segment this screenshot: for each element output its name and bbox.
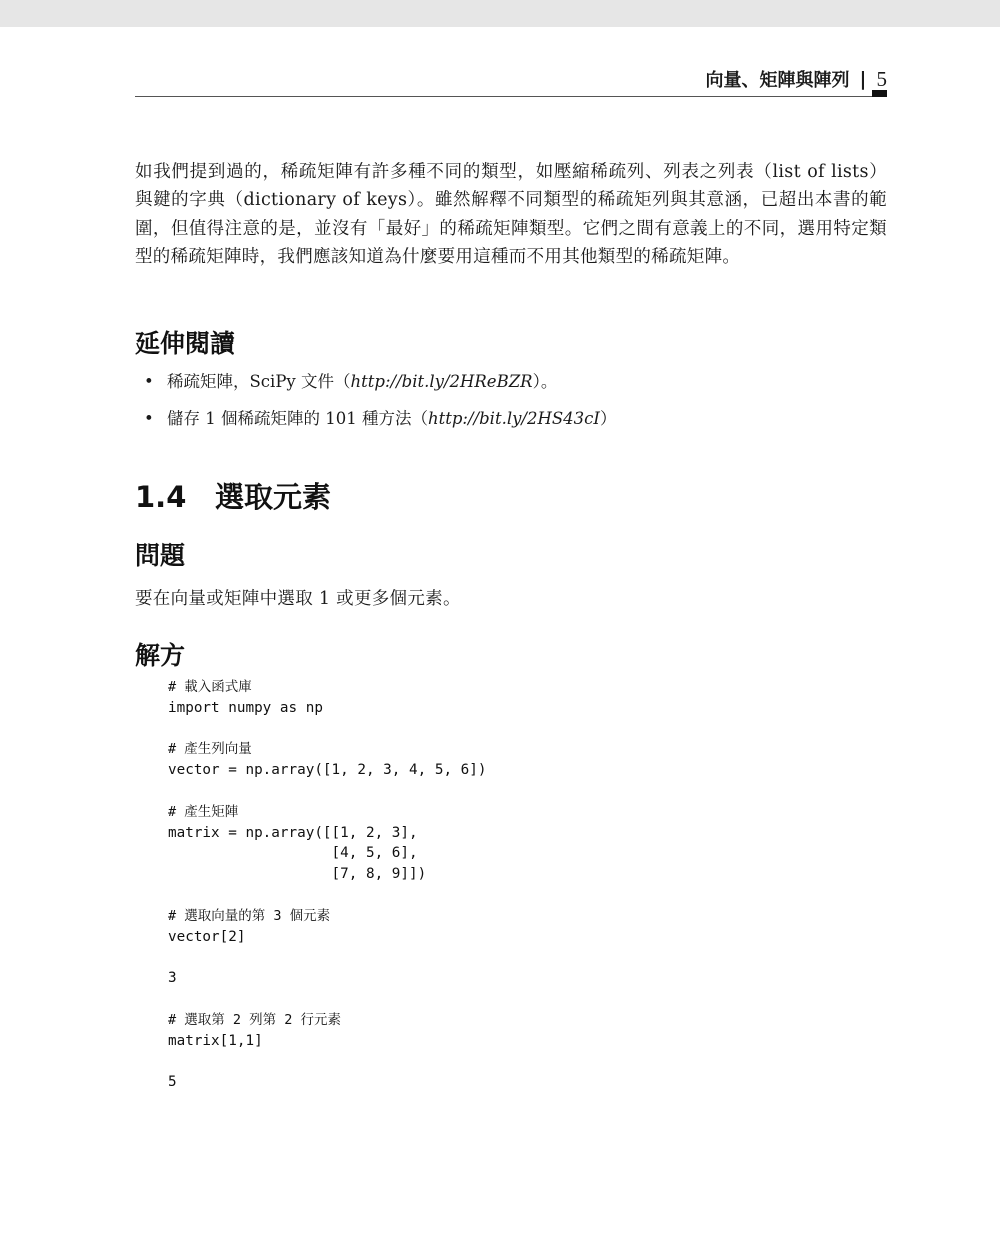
bullet-icon: • <box>144 409 154 428</box>
solution-heading: 解方 <box>135 641 186 670</box>
code-blank-line <box>168 1051 486 1072</box>
section-title: 選取元素 <box>215 480 332 514</box>
code-blank-line <box>168 885 486 906</box>
reference-text: 稀疏矩陣，SciPy 文件（ <box>167 372 351 391</box>
code-line: 3 <box>168 970 177 987</box>
list-item <box>135 370 616 407</box>
top-margin-strip <box>0 0 1000 27</box>
reference-text: 儲存 1 個稀疏矩陣的 101 種方法（ <box>167 409 428 428</box>
further-reading-heading: 延伸閱讀 <box>135 329 236 358</box>
code-blank-line <box>168 989 486 1010</box>
code-line: matrix = np.array([[1, 2, 3], <box>168 824 418 841</box>
code-line: [4, 5, 6], <box>168 845 418 862</box>
header-rule <box>135 96 887 97</box>
list-item <box>135 407 616 444</box>
reference-link[interactable]: http://bit.ly/2HS43cI <box>427 409 600 428</box>
problem-heading: 問題 <box>135 541 186 570</box>
code-blank-line <box>168 719 486 740</box>
reference-suffix: ）。 <box>532 372 558 391</box>
code-listing <box>168 677 486 1093</box>
bullet-icon: • <box>144 372 154 391</box>
code-line: [7, 8, 9]]) <box>168 866 427 883</box>
running-header <box>706 64 887 94</box>
chapter-title: 向量、矩陣與陣列 <box>705 70 850 91</box>
section-heading <box>135 475 331 516</box>
code-comment: # 選取第 2 列第 2 行元素 <box>168 1011 342 1028</box>
intro-paragraph: 如我們提到過的，稀疏矩陣有許多種不同的類型，如壓縮稀疏列、列表之列表（list of lists）與鍵的字典（dictionary of keys）。雖然解釋不同類型的稀疏矩列與其意涵，已超出本書的範圍，但值得注意的是，並沒有「最好」的稀疏矩陣類型。它們之間有意義上的不同，選用特定類型的稀疏矩陣時，我們應該知道為什麼要用這種而不用其他類型的稀疏矩陣。 <box>135 162 887 267</box>
reference-link[interactable]: http://bit.ly/2HReBZR <box>350 372 533 391</box>
code-line: vector = np.array([1, 2, 3, 4, 5, 6]) <box>168 762 487 779</box>
code-line: matrix[1,1] <box>168 1032 263 1049</box>
further-reading-list <box>135 370 616 444</box>
code-comment: # 產生矩陣 <box>168 803 239 820</box>
code-comment: # 選取向量的第 3 個元素 <box>168 907 331 924</box>
code-line: import numpy as np <box>168 699 323 716</box>
code-line: vector[2] <box>168 928 246 945</box>
code-blank-line <box>168 947 486 968</box>
code-comment: # 載入函式庫 <box>168 679 252 695</box>
section-number: 1.4 <box>135 480 187 514</box>
code-blank-line <box>168 781 486 802</box>
page-number: 5 <box>876 66 887 91</box>
thumb-tab-marker <box>872 90 887 97</box>
reference-suffix: ） <box>599 409 617 428</box>
code-line: 5 <box>168 1074 177 1091</box>
problem-text: 要在向量或矩陣中選取 1 或更多個元素。 <box>135 589 461 609</box>
header-separator: | <box>859 68 867 90</box>
code-comment: # 產生列向量 <box>168 741 252 758</box>
